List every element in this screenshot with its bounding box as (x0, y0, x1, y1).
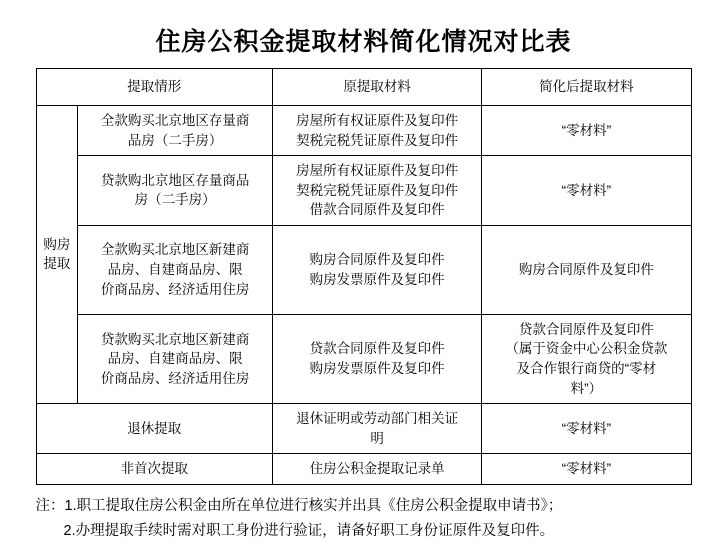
text-line: 非首次提取 (120, 461, 188, 477)
text-line: 购房合同原件及复印件 (309, 252, 445, 268)
text-line: 贷款购买北京地区新建商 (100, 331, 250, 347)
cell-situation (78, 314, 273, 403)
cell-simplified-materials (482, 225, 691, 314)
text-line: 退休提取 (127, 420, 182, 436)
page-title: 住房公积金提取材料简化情况对比表 (155, 29, 572, 56)
table-row (36, 454, 691, 485)
table-row (36, 225, 691, 314)
cell-situation (36, 454, 272, 485)
text-line: 借款合同原件及复印件 (309, 202, 445, 218)
table-header-row (36, 69, 691, 106)
comparison-table (36, 68, 692, 485)
text-line: 全款购买北京地区新建商 (100, 242, 250, 258)
text-line: 房屋所有权证原件及复印件 (296, 113, 459, 128)
cell-situation (78, 225, 273, 314)
text-line: 贷款合同原件及复印件 (309, 341, 445, 357)
cell-simplified-materials (482, 314, 691, 403)
cell-original-materials (272, 106, 481, 156)
table-row (36, 106, 691, 156)
text-line: 退休证明或劳动部门相关证 (296, 411, 459, 427)
text-line: 明 (370, 430, 384, 446)
text-line: 购房发票原件及复印件 (309, 360, 445, 376)
row-group-label-line-1: 购房 (43, 237, 71, 253)
text-line: 契税完税凭证原件及复印件 (296, 132, 459, 148)
table-row (36, 156, 691, 226)
text-line: 房屋所有权证原件及复印件 (296, 163, 459, 179)
row-group-label-line-2: 提取 (43, 255, 71, 271)
cell-situation (36, 404, 272, 454)
row-group-label-home-purchase (36, 106, 78, 404)
text-line: “零材料” (561, 122, 612, 138)
note-2: 2.办理提取手续时需对职工身份进行验证，请备好职工身份证原件及复印件。 (63, 523, 555, 540)
text-line: 及合作银行商贷的“零材 (516, 360, 657, 376)
column-header-simplified: 简化后提取材料 (482, 69, 691, 106)
cell-original-materials (272, 404, 481, 454)
cell-situation (78, 106, 273, 156)
text-line: 住房公积金提取记录单 (309, 461, 445, 477)
text-line: 全款购买北京地区存量商 (100, 113, 250, 128)
text-line: “零材料” (561, 420, 612, 436)
text-line: 购房合同原件及复印件 (518, 262, 654, 278)
text-line: 品房、自建商品房、限 (107, 351, 243, 367)
column-header-original: 原提取材料 (272, 69, 481, 106)
text-line: 品房（二手房） (127, 132, 223, 148)
text-line: （属于资金中心公积金贷款 (505, 341, 668, 357)
text-line: 契税完税凭证原件及复印件 (296, 182, 459, 198)
cell-simplified-materials (482, 404, 691, 454)
text-line: “零材料” (561, 182, 612, 198)
text-line: 贷款合同原件及复印件 (518, 321, 654, 337)
text-line: 价商品房、经济适用住房 (100, 370, 250, 386)
text-line: “零材料” (561, 461, 612, 477)
cell-simplified-materials (482, 454, 691, 485)
table-row (36, 404, 691, 454)
text-line: 购房发票原件及复印件 (309, 271, 445, 287)
notes-section (36, 485, 692, 545)
text-line: 品房、自建商品房、限 (107, 262, 243, 278)
cell-original-materials (272, 156, 481, 226)
note-1: 注：1.职工提取住房公积金由所在单位进行核实并出具《住房公积金提取申请书》； (35, 497, 563, 514)
cell-situation (78, 156, 273, 226)
cell-original-materials (272, 454, 481, 485)
cell-simplified-materials (482, 106, 691, 156)
cell-original-materials (272, 225, 481, 314)
cell-simplified-materials (482, 156, 691, 226)
text-line: 价商品房、经济适用住房 (100, 281, 250, 297)
text-line: 贷款购北京地区存量商品 (100, 172, 250, 188)
column-header-situation: 提取情形 (36, 69, 272, 106)
table-row (36, 314, 691, 403)
cell-original-materials (272, 314, 481, 403)
text-line: 房（二手房） (134, 192, 216, 208)
text-line: 料”） (570, 380, 603, 396)
